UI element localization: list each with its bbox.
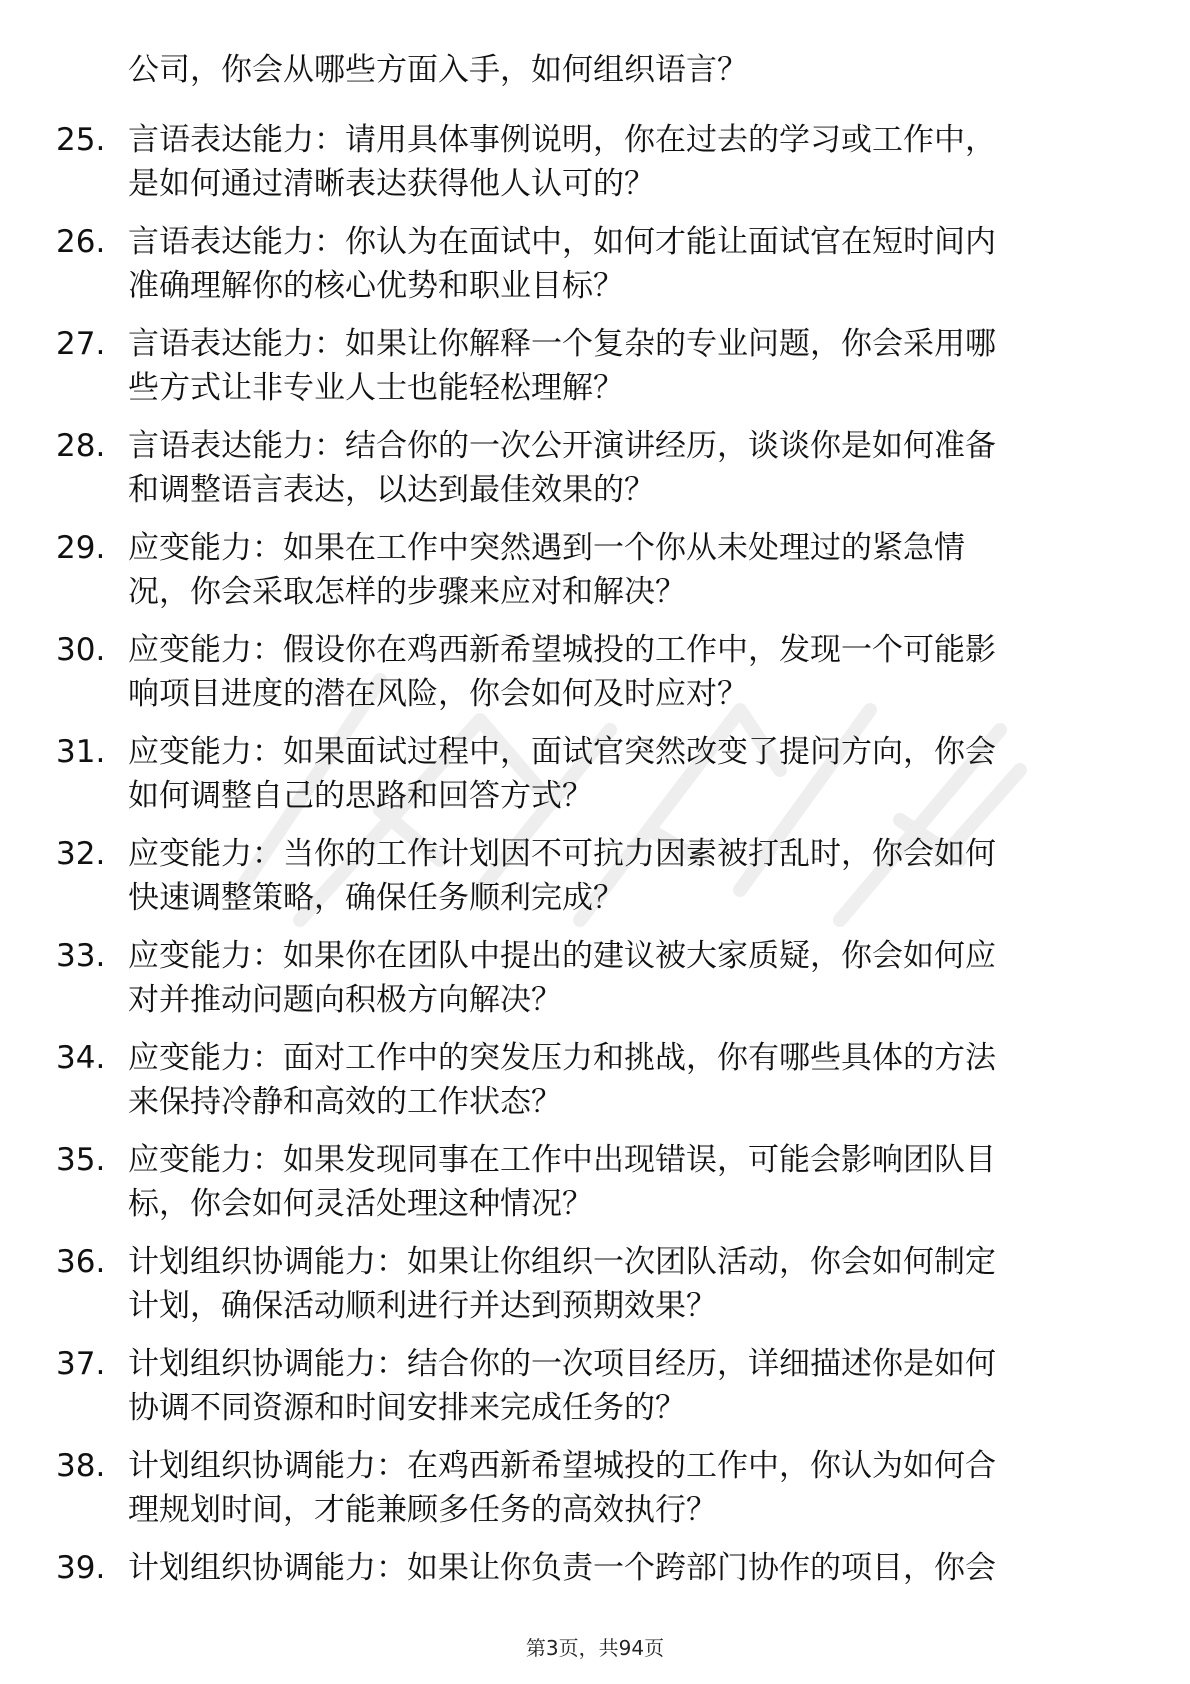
question-number: 26. (56, 224, 106, 260)
question-list (0, 118, 1190, 1648)
list-item (0, 1444, 1190, 1546)
question-number: 36. (56, 1244, 106, 1280)
question-line-2: 和调整语言表达，以达到最佳效果的？ (128, 472, 655, 508)
question-line-1: 计划组织协调能力：在鸡西新希望城投的工作中，你认为如何合 (128, 1448, 996, 1484)
question-text (128, 1342, 1118, 1430)
question-line-1: 应变能力：如果你在团队中提出的建议被大家质疑，你会如何应 (128, 938, 996, 974)
question-line-2: 协调不同资源和时间安排来完成任务的？ (128, 1390, 686, 1426)
question-line-1: 计划组织协调能力：结合你的一次项目经历，详细描述你是如何 (128, 1346, 996, 1382)
list-item (0, 1036, 1190, 1138)
question-line-2: 些方式让非专业人士也能轻松理解？ (128, 370, 624, 406)
question-text (128, 1138, 1118, 1226)
question-number: 38. (56, 1448, 106, 1484)
question-line-1: 计划组织协调能力：如果让你组织一次团队活动，你会如何制定 (128, 1244, 996, 1280)
question-line-2: 快速调整策略，确保任务顺利完成？ (128, 880, 624, 916)
question-text (128, 1240, 1118, 1328)
question-line-2: 理规划时间，才能兼顾多任务的高效执行？ (128, 1492, 717, 1528)
question-text (128, 730, 1118, 818)
question-text (128, 322, 1118, 410)
question-line-2: 况，你会采取怎样的步骤来应对和解决？ (128, 574, 686, 610)
question-number: 31. (56, 734, 106, 770)
list-item (0, 832, 1190, 934)
question-text (128, 1546, 1118, 1590)
page-footer: 第3页，共94页 (525, 1636, 665, 1660)
question-text (128, 628, 1118, 716)
question-line-2: 是如何通过清晰表达获得他人认可的？ (128, 166, 655, 202)
list-item (0, 424, 1190, 526)
question-text (128, 1444, 1118, 1532)
list-item (0, 1138, 1190, 1240)
question-number: 34. (56, 1040, 106, 1076)
question-number: 33. (56, 938, 106, 974)
question-line-2: 响项目进度的潜在风险，你会如何及时应对？ (128, 676, 748, 712)
question-line-1: 应变能力：如果面试过程中，面试官突然改变了提问方向，你会 (128, 734, 996, 770)
list-item (0, 1342, 1190, 1444)
list-item (0, 1546, 1190, 1648)
question-text (128, 1036, 1118, 1124)
question-line-1: 言语表达能力：你认为在面试中，如何才能让面试官在短时间内 (128, 224, 996, 260)
question-line-2: 如何调整自己的思路和回答方式？ (128, 778, 593, 814)
question-text (128, 526, 1118, 614)
question-line-1: 应变能力：当你的工作计划因不可抗力因素被打乱时，你会如何 (128, 836, 996, 872)
question-number: 39. (56, 1550, 106, 1586)
question-text (128, 832, 1118, 920)
question-line-2: 对并推动问题向积极方向解决？ (128, 982, 562, 1018)
list-item (0, 730, 1190, 832)
question-number: 35. (56, 1142, 106, 1178)
question-line-1: 言语表达能力：如果让你解释一个复杂的专业问题，你会采用哪 (128, 326, 996, 362)
question-line-1: 应变能力：如果在工作中突然遇到一个你从未处理过的紧急情 (128, 530, 965, 566)
question-text (128, 934, 1118, 1022)
question-line-2: 标，你会如何灵活处理这种情况？ (128, 1186, 593, 1222)
list-item (0, 118, 1190, 220)
question-number: 28. (56, 428, 106, 464)
list-item (0, 526, 1190, 628)
question-text (128, 220, 1118, 308)
question-line-1: 言语表达能力：请用具体事例说明，你在过去的学习或工作中， (128, 122, 996, 158)
question-number: 30. (56, 632, 106, 668)
question-text (128, 118, 1118, 206)
question-line-1: 应变能力：面对工作中的突发压力和挑战，你有哪些具体的方法 (128, 1040, 996, 1076)
list-item (0, 322, 1190, 424)
list-item (0, 220, 1190, 322)
list-item (0, 934, 1190, 1036)
question-line-2: 计划，确保活动顺利进行并达到预期效果？ (128, 1288, 717, 1324)
question-number: 37. (56, 1346, 106, 1382)
question-line-1: 言语表达能力：结合你的一次公开演讲经历，谈谈你是如何准备 (128, 428, 996, 464)
question-line-1: 应变能力：如果发现同事在工作中出现错误，可能会影响团队目 (128, 1142, 996, 1178)
list-item (0, 628, 1190, 730)
question-number: 29. (56, 530, 106, 566)
continuation-text: 公司，你会从哪些方面入手，如何组织语言？ (128, 52, 748, 88)
question-line-2: 准确理解你的核心优势和职业目标？ (128, 268, 624, 304)
list-item (0, 1240, 1190, 1342)
question-line-1: 计划组织协调能力：如果让你负责一个跨部门协作的项目，你会 (128, 1550, 996, 1586)
question-line-2: 来保持冷静和高效的工作状态？ (128, 1084, 562, 1120)
question-number: 25. (56, 122, 106, 158)
question-number: 27. (56, 326, 106, 362)
question-text (128, 424, 1118, 512)
question-number: 32. (56, 836, 106, 872)
question-line-1: 应变能力：假设你在鸡西新希望城投的工作中，发现一个可能影 (128, 632, 996, 668)
